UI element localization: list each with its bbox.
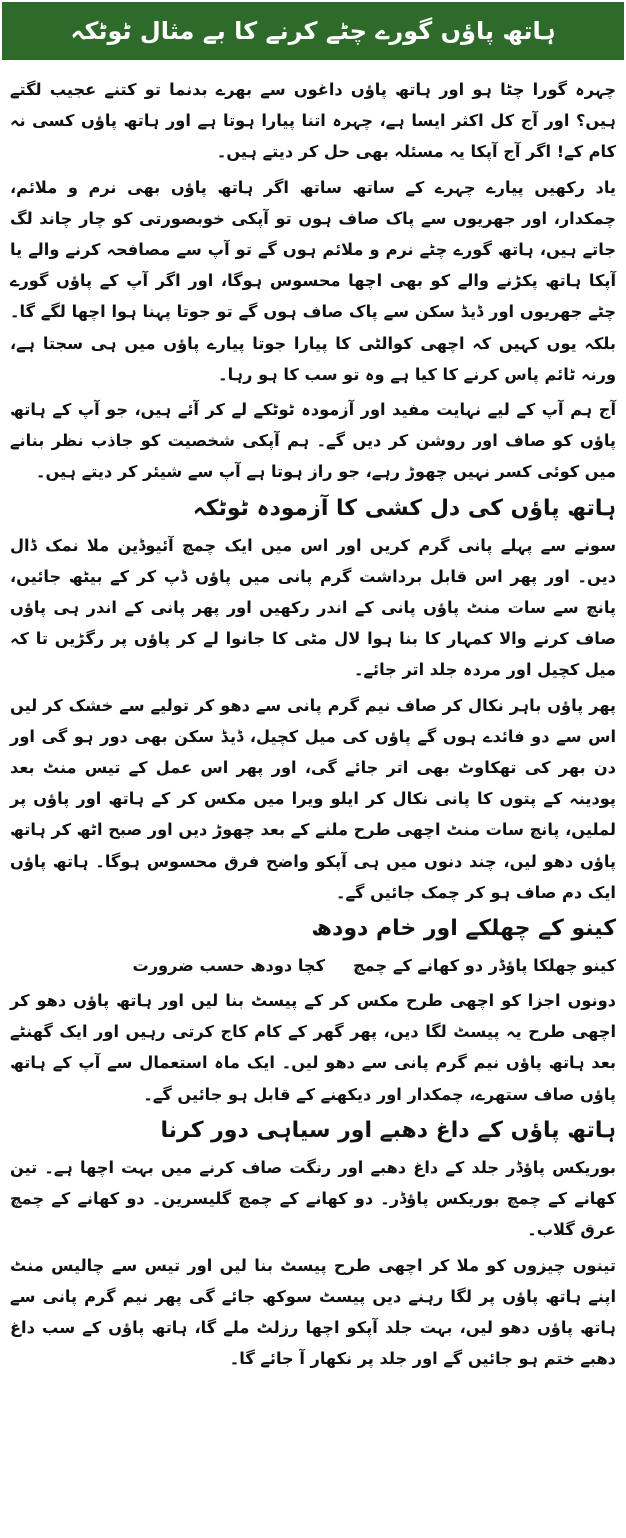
- article-title: ہاتھ پاؤں گورے چٹے کرنے کا بے مثال ٹوٹکہ: [70, 17, 556, 45]
- spots-paragraph-1: بوریکس پاؤڈر جلد کے داغ دھبے اور رنگت صاف کرنے میں بہت اچھا ہے۔ تین کھانے کے چمچ بوریکس پاؤڈر۔ دو کھانے کے چمچ گلیسرین۔ دو کھانے کے چمچ عرق گلاب۔: [10, 1157, 616, 1240]
- title-banner: [2, 2, 624, 60]
- article-body: [0, 74, 626, 1374]
- intro-paragraph-1: چہرہ گورا چٹا ہو اور ہاتھ پاؤں داغوں سے بھرے بدنما تو کتنے عجیب لگتے ہیں؟ اور آج کل اکثر ایسا ہے، چہرہ اتنا پیارا ہوتا ہے اور ہاتھ پاؤں کسی نہ کام کے! اگر آج آپکا یہ مسئلہ بھی حل کر دیتے ہیں۔: [10, 80, 616, 162]
- section-heading-remedy: ہاتھ پاؤں کی دل کشی کا آزمودہ ٹوٹکہ: [192, 495, 616, 521]
- remedy-paragraph-1: سونے سے پہلے پانی گرم کریں اور اس میں ایک چمچ آئیوڈین ملا نمک ڈال دیں۔ اور پھر اس قابل برداشت گرم پانی میں پاؤں ڈپ کر کے بیٹھ جائیں، پانچ سے سات منٹ پاؤں پانی کے اندر رکھیں اور پھر پانی کے اندر ہی پاؤں صاف کرنے والا کمہار کا بنا ہوا لال مٹی کا جانوا لے کر پاؤں پر رگڑیں تا کہ میل کچیل اور مردہ جلد اتر جائے۔: [10, 535, 616, 680]
- orange-peel-paragraph: دونوں اجزا کو اچھی طرح مکس کر کے پیسٹ بنا لیں اور ہاتھ پاؤں دھو کر اچھی طرح یہ پیسٹ لگا دیں، پھر گھر کے کام کاج کرتی رہیں اور ایک گھنٹے بعد ہاتھ پاؤں نیم گرم پانی سے دھو لیں۔ ایک ماہ استعمال سے آپ کے ہاتھ پاؤں صاف ستھرے، چمکدار اور دیکھنے کے قابل ہو جائیں گے۔: [10, 991, 616, 1104]
- ingredients-list: [10, 950, 616, 981]
- section-heading-spots: ہاتھ پاؤں کے داغ دھبے اور سیاہی دور کرنا: [160, 1117, 616, 1143]
- ingredient-item: کچا دودھ حسب ضرورت: [132, 956, 326, 976]
- spots-paragraph-2: تینوں چیزوں کو ملا کر اچھی طرح پیسٹ بنا لیں اور تیس سے چالیس منٹ اپنے ہاتھ پاؤں پر لگا رہنے دیں پیسٹ سوکھ جائے گی پھر نیم گرم پانی سے ہاتھ پاؤں دھو لیں، بہت جلد آپکو اچھا رزلٹ ملے گا، ہاتھ پاؤں کے سب داغ دھبے ختم ہو جائیں گے اور جلد پر نکھار آ جائے گا۔: [10, 1255, 616, 1369]
- section-heading-orange-peel: کینو کے چھلکے اور خام دودھ: [311, 916, 616, 942]
- ingredient-item: کینو چھلکا پاؤڈر دو کھانے کے چمچ: [353, 956, 616, 976]
- article-page: [0, 2, 626, 1538]
- intro-paragraph-2: یاد رکھیں پیارے چہرے کے ساتھ ساتھ اگر ہاتھ پاؤں بھی نرم و ملائم، چمکدار، اور جھریوں سے پاک صاف ہوں تو آپکی خوبصورتی کو چار چاند لگ جاتے ہیں، ہاتھ گورے چٹے نرم و ملائم ہوں گے تو آپ سے مصافحہ کرنے والے یا آپکا ہاتھ پکڑنے والے کو بھی اچھا محسوس ہوگا، اور اگر آپ کے پاؤں گورے چٹے جھریوں اور ڈیڈ سکن سے پاک صاف ہوں گے تو جوتا پہنا ہوا اچھا لگے گا۔ بلکہ یوں کہیں کہ اچھی کوالٹی کا پیارا جوتا پیارے پاؤں میں ہی سجتا ہے، ورنہ ٹائم پاس کرنے کا کیا ہے وہ تو سب کا ہو رہا۔: [10, 177, 616, 384]
- remedy-paragraph-2: پھر پاؤں باہر نکال کر صاف نیم گرم پانی سے دھو کر تولیے سے خشک کر لیں اس سے دو فائدے ہوں گے پاؤں کی میل کچیل، ڈیڈ سکن بھی دور ہو گی اور دن بھر کی تھکاوٹ بھی اتر جائے گی، اور پھر اس عمل کے تیس منٹ بعد پودینہ کے پتوں کا پانی نکال کر ایلو ویرا میں مکس کر کے ہاتھ اور پاؤں پر لملیں، پانچ سات منٹ اچھی طرح ملنے کے بعد چھوڑ دیں اور صبح اٹھ کر ہاتھ پاؤں دھو لیں، چند دنوں میں ہی آپکو واضح فرق محسوس ہوگا۔ ہاتھ پاؤں ایک دم صاف ہو کر چمک جائیں گے۔: [10, 695, 616, 902]
- intro-paragraph-3: آج ہم آپ کے لیے نہایت مفید اور آزمودہ ٹوٹکے لے کر آئے ہیں، جو آپ کے ہاتھ پاؤں کو صاف اور روشن کر دیں گے۔ ہم آپکی شخصیت کو جاذب نظر بنانے میں کوئی کسر نہیں چھوڑ رہے، جو راز ہوتا ہے آپ سے شیئر کر دیتے ہیں۔: [10, 400, 616, 482]
